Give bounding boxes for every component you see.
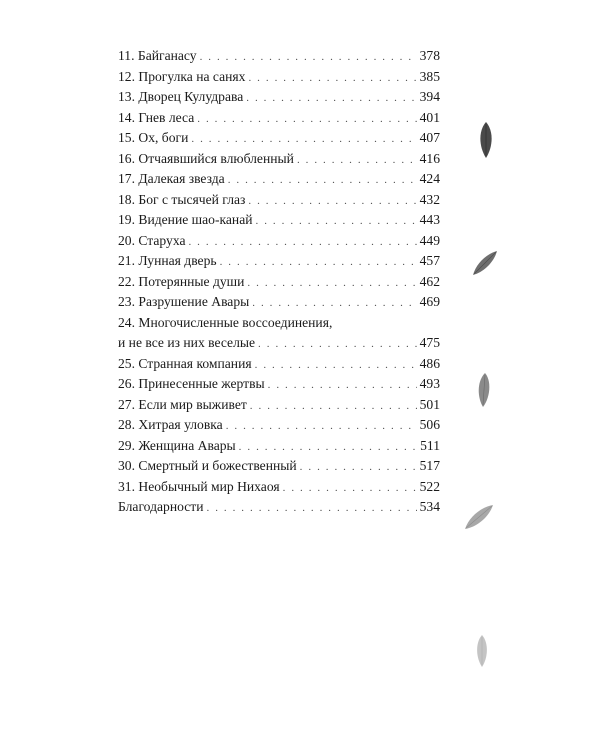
toc-entry-page: 475 xyxy=(419,335,440,350)
toc-entry-title: 31. Необычный мир Нихаоя xyxy=(118,478,280,494)
toc-entry-title: 16. Отчаявшийся влюбленный xyxy=(118,150,294,166)
toc-entry[interactable] xyxy=(118,149,440,170)
toc-entry-title: 29. Женщина Авары xyxy=(118,437,236,453)
toc-entry-page: 501 xyxy=(419,396,440,412)
toc-leader-dots xyxy=(207,498,417,519)
toc-entry-page: 416 xyxy=(419,150,440,166)
toc-entry[interactable] xyxy=(118,251,440,272)
toc-entry[interactable] xyxy=(118,108,440,129)
toc-entry[interactable] xyxy=(118,354,440,375)
toc-leader-dots xyxy=(246,88,416,109)
toc-entry-title: 11. Байганасу xyxy=(118,48,197,63)
toc-entry-title: 23. Разрушение Авары xyxy=(118,294,250,309)
leaf-icon xyxy=(462,502,496,532)
toc-entry-first-line[interactable] xyxy=(118,313,440,334)
toc-leader-dots xyxy=(239,437,417,458)
toc-leader-dots xyxy=(250,396,417,417)
toc-entry-page: 449 xyxy=(419,232,440,248)
leaf-vein xyxy=(466,506,492,528)
toc-entry-title: 28. Хитрая уловка xyxy=(118,417,223,432)
toc-entry-page: 534 xyxy=(419,499,440,514)
toc-leader-dots xyxy=(252,293,416,314)
toc-entry-title: и не все из них веселые xyxy=(118,335,256,350)
toc-entry-title: 26. Принесенные жертвы xyxy=(118,376,265,391)
toc-entry-title: 18. Бог с тысячей глаз xyxy=(118,191,246,207)
toc-entry-page: 378 xyxy=(419,48,440,63)
toc-entry[interactable] xyxy=(118,272,440,293)
toc-entry-title: 30. Смертный и божественный xyxy=(118,458,297,473)
toc-leader-dots xyxy=(283,478,417,499)
toc-entry[interactable] xyxy=(118,436,440,457)
leaf-icon xyxy=(473,634,491,668)
toc-entry-page: 522 xyxy=(419,478,440,494)
toc-entry-title: 25. Странная компания xyxy=(118,355,252,371)
toc-entry-page: 462 xyxy=(419,273,440,289)
toc-entry[interactable] xyxy=(118,190,440,211)
toc-entry-title: 19. Видение шао-канай xyxy=(118,212,253,227)
toc-entry-page: 457 xyxy=(419,253,440,268)
toc-leader-dots xyxy=(248,191,416,212)
toc-leader-dots xyxy=(258,334,417,355)
toc-entry[interactable] xyxy=(118,128,440,149)
toc-entry[interactable] xyxy=(118,67,440,88)
toc-leader-dots xyxy=(297,150,417,171)
toc-entry-page: 394 xyxy=(419,89,440,104)
toc-leader-dots xyxy=(248,68,416,89)
toc-entry-page: 385 xyxy=(419,68,440,84)
toc-leader-dots xyxy=(197,109,416,130)
toc-entry[interactable] xyxy=(118,169,440,190)
toc-entry-title: 13. Дворец Кулудрава xyxy=(118,89,244,104)
toc-entry-title: 20. Старуха xyxy=(118,232,186,248)
toc-entry-title: 17. Далекая звезда xyxy=(118,171,225,186)
toc-leader-dots xyxy=(220,252,417,273)
toc-entry-title: 22. Потерянные души xyxy=(118,273,245,289)
toc-entry-title: 14. Гнев леса xyxy=(118,109,195,125)
toc-entry-title: Благодарности xyxy=(118,499,204,514)
toc-entry-title: 15. Ох, боги xyxy=(118,130,189,145)
toc-entry[interactable] xyxy=(118,395,440,416)
toc-entry-title: 24. Многочисленные воссоединения, xyxy=(118,314,333,330)
toc-entry[interactable] xyxy=(118,477,440,498)
toc-leader-dots xyxy=(247,273,416,294)
toc-leader-dots xyxy=(268,375,417,396)
leaf-icon xyxy=(474,372,494,408)
toc-leader-dots xyxy=(255,355,417,376)
toc-leader-dots xyxy=(226,416,417,437)
toc-entry[interactable] xyxy=(118,374,440,395)
toc-entry-page: 469 xyxy=(419,294,440,309)
toc-entry[interactable] xyxy=(118,46,440,67)
toc-entry-page: 424 xyxy=(419,171,440,186)
toc-entry[interactable] xyxy=(118,87,440,108)
toc-entry-page: 443 xyxy=(419,212,440,227)
toc-entry[interactable] xyxy=(118,456,440,477)
toc-entry[interactable] xyxy=(118,497,440,518)
toc-entry-title: 21. Лунная дверь xyxy=(118,253,217,268)
toc-entry-page: 407 xyxy=(419,130,440,145)
toc-entry-page: 511 xyxy=(420,437,440,453)
leaf-icon xyxy=(470,248,500,278)
toc-leader-dots xyxy=(228,170,417,191)
toc-entry-page: 432 xyxy=(419,191,440,207)
toc-entry-title: 12. Прогулка на санях xyxy=(118,68,246,84)
toc-leader-dots xyxy=(191,129,416,150)
toc-entry[interactable] xyxy=(118,415,440,436)
toc-leader-dots xyxy=(300,457,417,478)
toc-entry-title: 27. Если мир выживет xyxy=(118,396,247,412)
leaf-icon xyxy=(476,121,496,159)
toc-entry-page: 486 xyxy=(419,355,440,371)
toc-leader-dots xyxy=(256,211,417,232)
toc-entry[interactable] xyxy=(118,292,440,313)
toc-entry-page: 506 xyxy=(419,417,440,432)
toc-entry-page: 493 xyxy=(419,376,440,391)
toc-leader-dots xyxy=(200,47,417,68)
toc-entry[interactable] xyxy=(118,333,440,354)
toc-entry-page: 517 xyxy=(419,458,440,473)
table-of-contents xyxy=(118,46,440,518)
toc-leader-dots xyxy=(188,232,416,253)
leaf-vein xyxy=(474,252,496,274)
toc-entry[interactable] xyxy=(118,231,440,252)
toc-entry-page: 401 xyxy=(419,109,440,125)
toc-entry[interactable] xyxy=(118,210,440,231)
